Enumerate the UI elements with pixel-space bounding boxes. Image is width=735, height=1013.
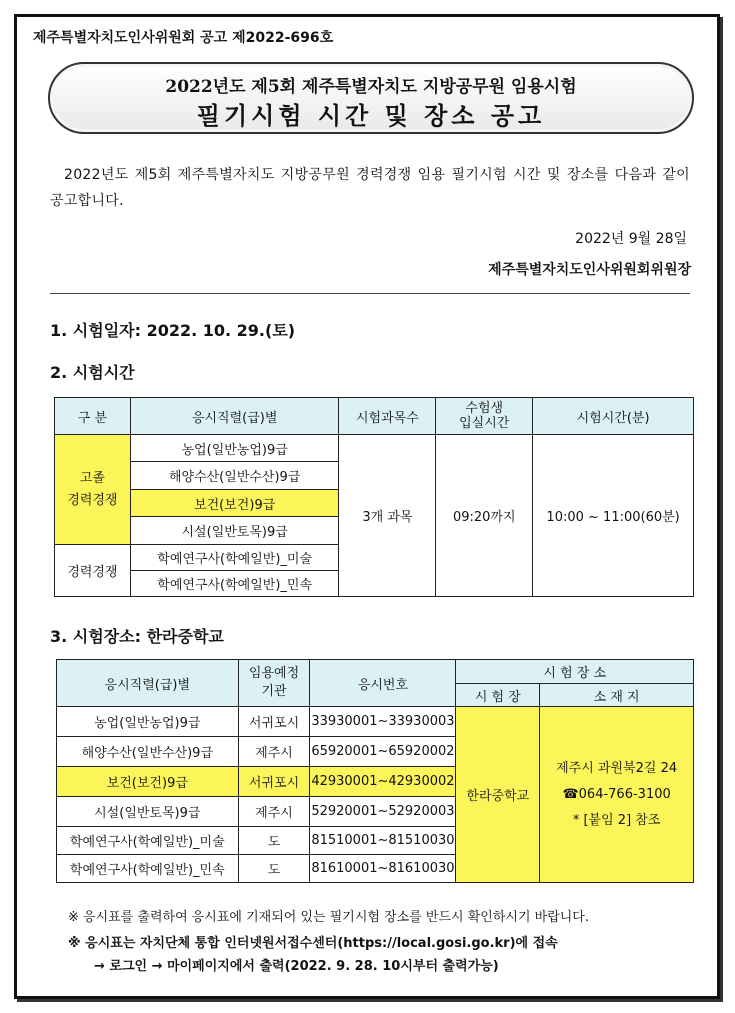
header-category: 구 분 bbox=[55, 398, 131, 435]
job-cell: 보건(보건)9급 bbox=[130, 490, 339, 517]
job-cell: 학예연구사(학예일반)_민속 bbox=[130, 571, 339, 597]
header-job: 응시직렬(급)별 bbox=[130, 398, 339, 435]
exam-time-cell: 10:00 ~ 11:00(60분) bbox=[533, 435, 694, 597]
job-cell: 농업(일반농업)9급 bbox=[130, 435, 339, 462]
job-cell: 시설(일반토목)9급 bbox=[130, 517, 339, 545]
row-number: 42930001~42930002 bbox=[310, 767, 456, 797]
row-agency: 제주시 bbox=[238, 797, 310, 827]
section-1-heading: 1. 시험일자: 2022. 10. 29.(토) bbox=[50, 321, 296, 340]
row-job: 보건(보건)9급 bbox=[57, 767, 239, 797]
title-banner bbox=[48, 62, 694, 134]
row-job: 농업(일반농업)9급 bbox=[57, 707, 239, 737]
job-cell: 학예연구사(학예일반)_미술 bbox=[130, 545, 339, 571]
note-print-ticket: ※ 응시표를 출력하여 응시표에 기재되어 있는 필기시험 장소를 반드시 확인하시기 바랍니다. bbox=[68, 910, 589, 925]
row-agency: 서귀포시 bbox=[238, 767, 310, 797]
note-line: ※ 응시표는 자치단체 통합 인터넷원서접수센터(https://local.gosi.go.kr)에 접속 bbox=[68, 936, 558, 951]
header-exam-time: 시험시간(분) bbox=[533, 398, 694, 435]
row-number: 52920001~52920003 bbox=[310, 797, 456, 827]
header-job: 응시직렬(급)별 bbox=[57, 660, 239, 707]
row-agency: 도 bbox=[238, 827, 310, 855]
row-number: 65920001~65920002 bbox=[310, 737, 456, 767]
header-venue: 시 험 장 bbox=[456, 684, 540, 707]
exam-place-table bbox=[56, 659, 694, 883]
row-agency: 도 bbox=[238, 855, 310, 883]
header-subjects: 시험과목수 bbox=[339, 398, 436, 435]
header-entry-time: 수험생 입실시간 bbox=[436, 398, 533, 435]
header-number: 응시번호 bbox=[310, 660, 456, 707]
group-career: 경력경쟁 bbox=[55, 545, 131, 597]
entry-time-cell: 09:20까지 bbox=[436, 435, 533, 597]
note-line: → 로그인 → 마이페이지에서 출력(2022. 9. 28. 10시부터 출력가능) bbox=[94, 959, 499, 974]
row-number: 33930001~33930003 bbox=[310, 707, 456, 737]
note-online-center bbox=[68, 932, 698, 978]
row-agency: 서귀포시 bbox=[238, 707, 310, 737]
divider bbox=[50, 293, 690, 294]
address-cell bbox=[540, 707, 694, 883]
group-high-school: 고졸 경력경쟁 bbox=[55, 435, 131, 545]
venue-cell: 한라중학교 bbox=[456, 707, 540, 883]
section-3-heading: 3. 시험장소: 한라중학교 bbox=[50, 627, 224, 646]
exam-time-table bbox=[54, 397, 694, 597]
row-job: 시설(일반토목)9급 bbox=[57, 797, 239, 827]
section-2-heading: 2. 시험시간 bbox=[50, 363, 135, 382]
signer: 제주특별자치도인사위원회위원장 bbox=[488, 262, 691, 278]
notice-date: 2022년 9월 28일 bbox=[575, 231, 687, 247]
row-agency: 제주시 bbox=[238, 737, 310, 767]
title-line-1: 2022년도 제5회 제주특별자치도 지방공무원 임용시험 bbox=[165, 77, 577, 97]
attachment-reference: * [붙임 2] 참조 bbox=[572, 812, 661, 828]
header-agency: 임용예정 기관 bbox=[238, 660, 310, 707]
subjects-cell: 3개 과목 bbox=[339, 435, 436, 597]
row-number: 81610001~81610030 bbox=[310, 855, 456, 883]
address-line: 제주시 과원북2길 24 bbox=[556, 760, 678, 776]
row-number: 81510001~81510030 bbox=[310, 827, 456, 855]
row-job: 학예연구사(학예일반)_미술 bbox=[57, 827, 239, 855]
notice-number: 제주특별자치도인사위원회 공고 제2022-696호 bbox=[33, 30, 334, 46]
header-place: 시 험 장 소 bbox=[456, 660, 694, 684]
header-address: 소 재 지 bbox=[540, 684, 694, 707]
title-line-2: 필기시험 시간 및 장소 공고 bbox=[196, 102, 546, 130]
job-cell: 해양수산(일반수산)9급 bbox=[130, 462, 339, 490]
phone-number: ☎064-766-3100 bbox=[562, 786, 671, 802]
row-job: 학예연구사(학예일반)_민속 bbox=[57, 855, 239, 883]
intro-paragraph: 2022년도 제5회 제주특별자치도 지방공무원 경력경쟁 임용 필기시험 시간 및 장소를 다음과 같이 공고합니다. bbox=[50, 167, 690, 209]
row-job: 해양수산(일반수산)9급 bbox=[57, 737, 239, 767]
